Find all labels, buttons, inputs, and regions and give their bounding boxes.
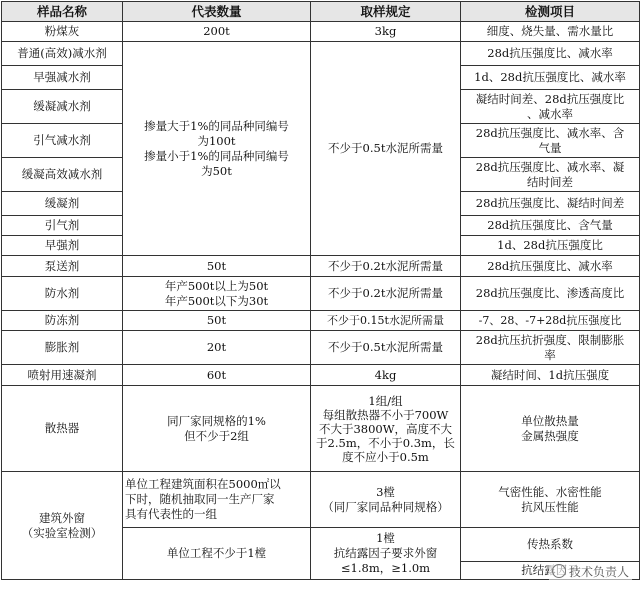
sample-name: 引气剂 [2, 216, 123, 236]
batch-size: 单位工程建筑面积在5000㎡以 下时，随机抽取同一生产厂家 具有代表性的一组 [123, 472, 311, 528]
test-items: 气密性能、水密性能 抗风压性能 [461, 472, 640, 528]
sample-name: 防水剂 [2, 277, 123, 311]
batch-size: 20t [123, 331, 311, 365]
watermark [549, 563, 632, 580]
sampling-rule: 不少于0.2t水泥所需量 [311, 277, 461, 311]
admixture-sampling-rule: 不少于0.5t水泥所需量 [311, 42, 461, 256]
test-items: 28d抗压强度比、减水率 [461, 256, 640, 277]
sampling-rule: 1组/组 每组散热器不小于700W 不大于3800W，高度不大 于2.5m，不小于0.3m，长 度不应小于0.5m [311, 386, 461, 472]
test-items: 1d、28d抗压强度比 [461, 236, 640, 256]
batch-size: 50t [123, 311, 311, 331]
test-items: 28d抗压强度比、减水率 [461, 42, 640, 66]
sample-name: 喷射用速凝剂 [2, 365, 123, 386]
test-items: -7、28、-7+28d抗压强度比 [461, 311, 640, 331]
sample-name: 普通(高效)减水剂 [2, 42, 123, 66]
test-items: 28d抗压强度比、凝结时间差 [461, 192, 640, 216]
sampling-rule: 3kg [311, 22, 461, 42]
batch-size: 单位工程不少于1樘 [123, 528, 311, 580]
sample-name: 缓凝剂 [2, 192, 123, 216]
test-items: 28d抗压强度比、含气量 [461, 216, 640, 236]
batch-size: 50t [123, 256, 311, 277]
batch-size: 60t [123, 365, 311, 386]
sample-name: 缓凝减水剂 [2, 90, 123, 124]
sampling-rule: 不少于0.15t水泥所需量 [311, 311, 461, 331]
sample-name: 早强减水剂 [2, 66, 123, 90]
header-sample-name: 样品名称 [2, 2, 123, 22]
testing-standards-table [1, 1, 640, 580]
test-items: 28d抗压抗折强度、限制膨胀 率 [461, 331, 640, 365]
sample-name: 早强剂 [2, 236, 123, 256]
test-items: 28d抗压强度比、渗透高度比 [461, 277, 640, 311]
table-row [2, 331, 640, 365]
sample-name: 防冻剂 [2, 311, 123, 331]
table-row [2, 256, 640, 277]
sample-name: 引气减水剂 [2, 124, 123, 158]
batch-size: 年产500t以上为50t 年产500t以下为30t [123, 277, 311, 311]
table-row [2, 277, 640, 311]
batch-size: 同厂家同规格的1% 但不少于2组 [123, 386, 311, 472]
sample-name: 粉煤灰 [2, 22, 123, 42]
header-batch-size: 代表数量 [123, 2, 311, 22]
sample-name: 膨胀剂 [2, 331, 123, 365]
test-items: 凝结时间、1d抗压强度 [461, 365, 640, 386]
test-items: 28d抗压强度比、减水率、凝 结时间差 [461, 158, 640, 192]
sampling-rule: 不少于0.2t水泥所需量 [311, 256, 461, 277]
watermark-text: 技术负责人 [569, 565, 629, 579]
table-row [2, 365, 640, 386]
test-items: 28d抗压强度比、减水率、含 气量 [461, 124, 640, 158]
test-items: 1d、28d抗压强度比、减水率 [461, 66, 640, 90]
table-row [2, 311, 640, 331]
admixture-batch-size: 掺量大于1%的同品种同编号 为100t 掺量小于1%的同品种同编号 为50t [123, 42, 311, 256]
test-items: 传热系数 [461, 528, 640, 562]
test-items: 单位散热量 金属热强度 [461, 386, 640, 472]
table-row [2, 42, 640, 66]
test-items: 细度、烧失量、需水量比 [461, 22, 640, 42]
header-row [2, 2, 640, 22]
table-row [2, 22, 640, 42]
test-items: 凝结时间差、28d抗压强度比 、减水率 [461, 90, 640, 124]
table-row [2, 386, 640, 472]
wechat-icon [552, 564, 566, 578]
table-row [2, 472, 640, 528]
sampling-rule: 3樘 （同厂家同品种同规格） [311, 472, 461, 528]
sampling-rule: 1樘 抗结露因子要求外窗 ≤1.8m，≥1.0m [311, 528, 461, 580]
sampling-rule: 4kg [311, 365, 461, 386]
sample-name: 缓凝高效减水剂 [2, 158, 123, 192]
header-sampling-rule: 取样规定 [311, 2, 461, 22]
sample-name: 泵送剂 [2, 256, 123, 277]
batch-size: 200t [123, 22, 311, 42]
header-test-items: 检测项目 [461, 2, 640, 22]
sampling-rule: 不少于0.5t水泥所需量 [311, 331, 461, 365]
sample-name: 散热器 [2, 386, 123, 472]
sample-name: 建筑外窗 （实验室检测） [2, 472, 123, 580]
